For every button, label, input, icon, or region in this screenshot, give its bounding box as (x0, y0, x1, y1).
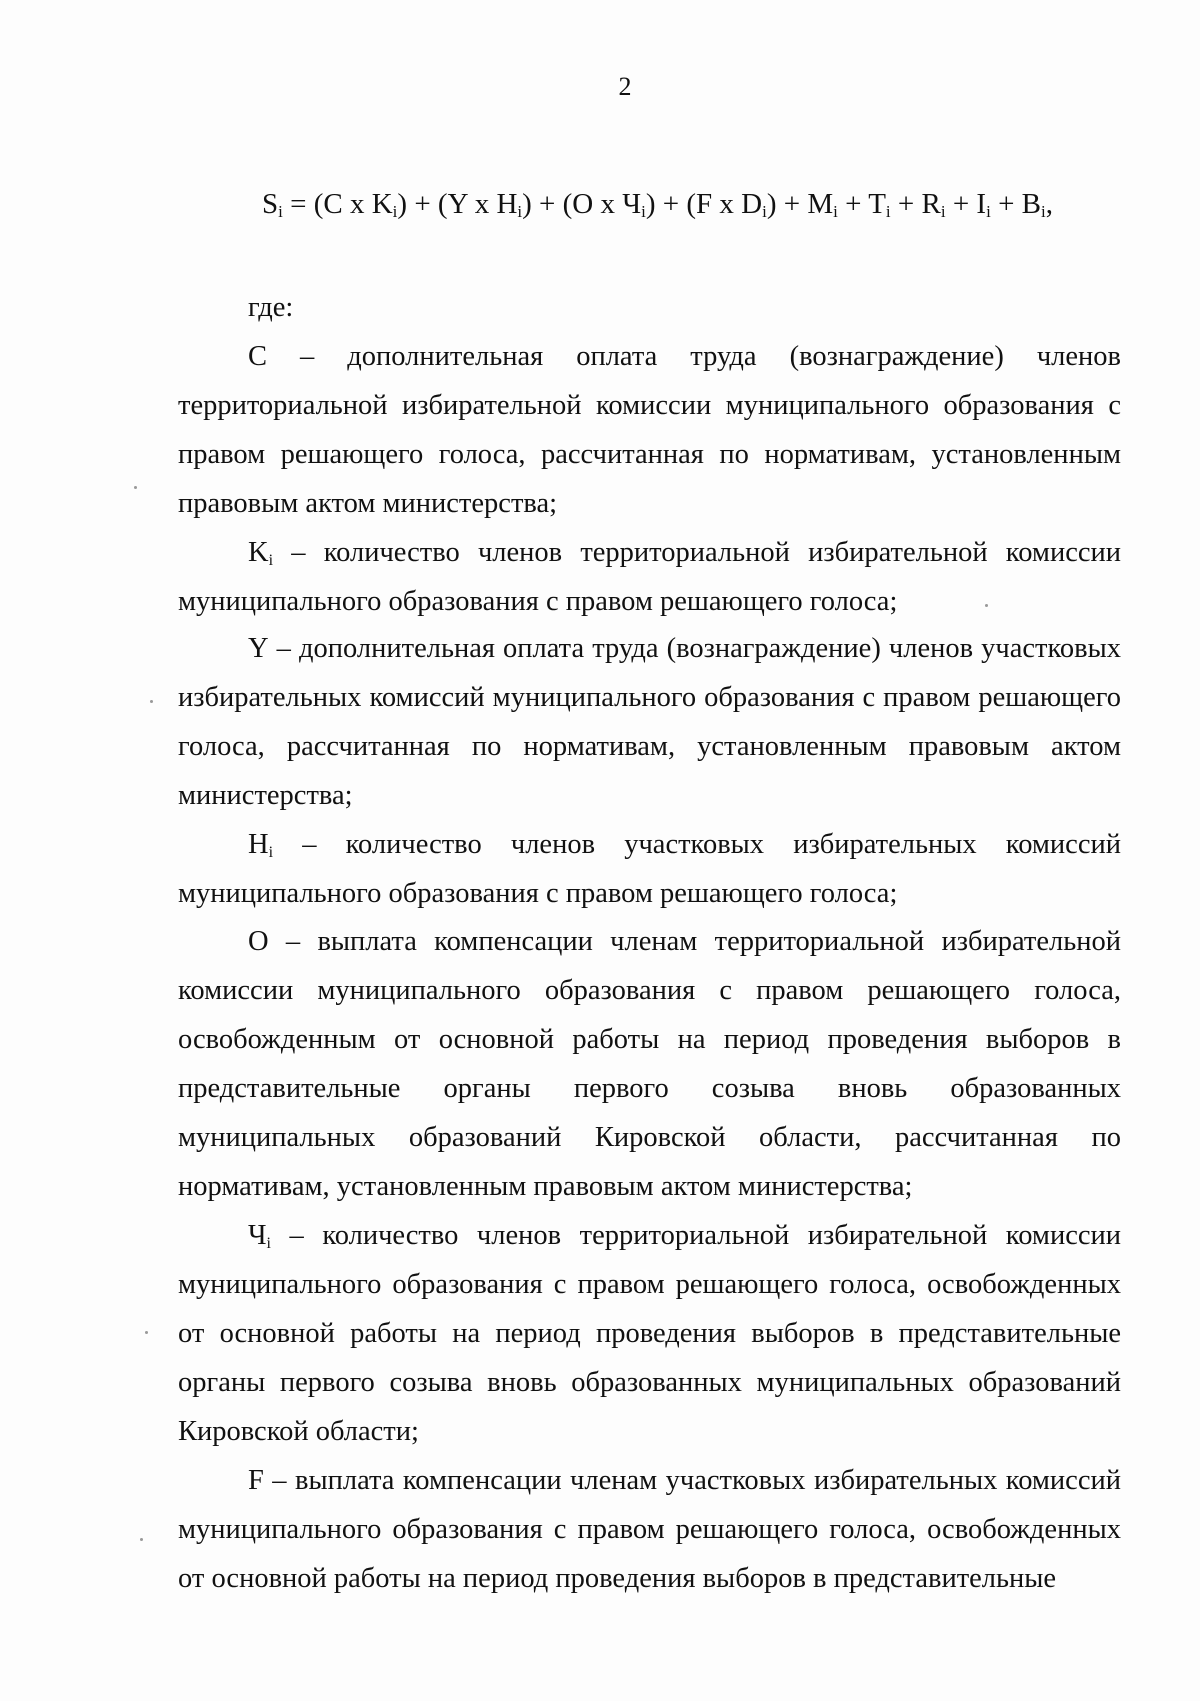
definition-sub: i (266, 1235, 271, 1252)
formula-part: + B (990, 188, 1042, 220)
formula-part: + I (945, 188, 987, 220)
definition-text: – дополнительная оплата труда (вознаграждение) членов участковых избирательных комиссий муниципального образования с правом решающего голоса, рассчитанная по нормативам, установленным правовым актом министерства; (178, 633, 1121, 811)
scan-artifact (140, 1538, 143, 1541)
scan-artifact (145, 1331, 148, 1334)
definition-text: – количество членов участковых избирательных комиссий муниципального образования с правом решающего голоса; (178, 829, 1121, 909)
definition-k (178, 528, 1121, 626)
where-label: где: (248, 292, 294, 323)
page-number: 2 (618, 72, 632, 101)
scan-artifact (150, 700, 153, 703)
formula (0, 188, 1200, 221)
formula-part: = (C x K (282, 188, 393, 220)
formula-sub: i (986, 202, 991, 221)
formula-part: ) + (Y x H (397, 188, 518, 220)
formula-sub: i (517, 202, 523, 221)
definition-symbol: Ч (248, 1220, 267, 1251)
definition-symbol: F (248, 1465, 264, 1496)
definition-symbol: Y (248, 633, 269, 664)
definition-text: – количество членов территориальной избирательной комиссии муниципального образования с правом решающего голоса; (178, 537, 1121, 617)
formula-part: + T (837, 188, 886, 220)
formula-part: ) + M (766, 188, 834, 220)
definition-o (178, 917, 1121, 1211)
formula-part: ) + (O x Ч (522, 188, 642, 220)
formula-sub: i (1041, 202, 1046, 221)
formula-sub: i (940, 202, 946, 221)
definition-sub: i (268, 552, 274, 569)
definition-text: – выплата компенсации членам территориальной избирательной комиссии муниципального образования с правом решающего голоса, освобожденным от основной работы на период проведения выборов в представительные органы первого созыва вновь образованных муниципальных образований Кировской области, рассчитанная по нормативам, установленным правовым актом министерства; (178, 926, 1121, 1202)
definition-f (178, 1456, 1121, 1603)
definition-sub: i (268, 844, 274, 861)
definition-c (178, 332, 1121, 528)
formula-part: S (261, 188, 279, 220)
definition-text: – количество членов территориальной избирательной комиссии муниципального образования с правом решающего голоса, освобожденных от основной работы на период проведения выборов в представительные органы первого созыва вновь образованных муниципальных образований Кировской области; (178, 1220, 1121, 1447)
formula-part: ) + (F x D (645, 188, 763, 220)
formula-sub: i (762, 202, 767, 221)
formula-sub: i (833, 202, 838, 221)
formula-sub: i (392, 202, 398, 221)
formula-part: , (1045, 188, 1054, 220)
definition-h (178, 820, 1121, 918)
formula-sub: i (278, 202, 283, 221)
definition-ch (178, 1211, 1121, 1456)
formula-sub: i (641, 202, 646, 221)
scan-artifact (985, 604, 988, 607)
definition-symbol: K (248, 537, 269, 568)
definition-text: – дополнительная оплата труда (вознаграждение) членов территориальной избирательной комиссии муниципального образования с правом решающего голоса, рассчитанная по нормативам, установленным правовым актом министерства; (178, 341, 1121, 519)
scan-artifact (134, 486, 137, 489)
definition-y (178, 624, 1121, 820)
formula-sub: i (885, 202, 891, 221)
definition-symbol: H (248, 829, 269, 860)
definition-symbol: С (248, 341, 268, 372)
definition-text: – выплата компенсации членам участковых избирательных комиссий муниципального образования с правом решающего голоса, освобожденных от основной работы на период проведения выборов в представительные (178, 1465, 1121, 1594)
definition-symbol: О (248, 926, 269, 957)
formula-part: + R (890, 188, 941, 220)
